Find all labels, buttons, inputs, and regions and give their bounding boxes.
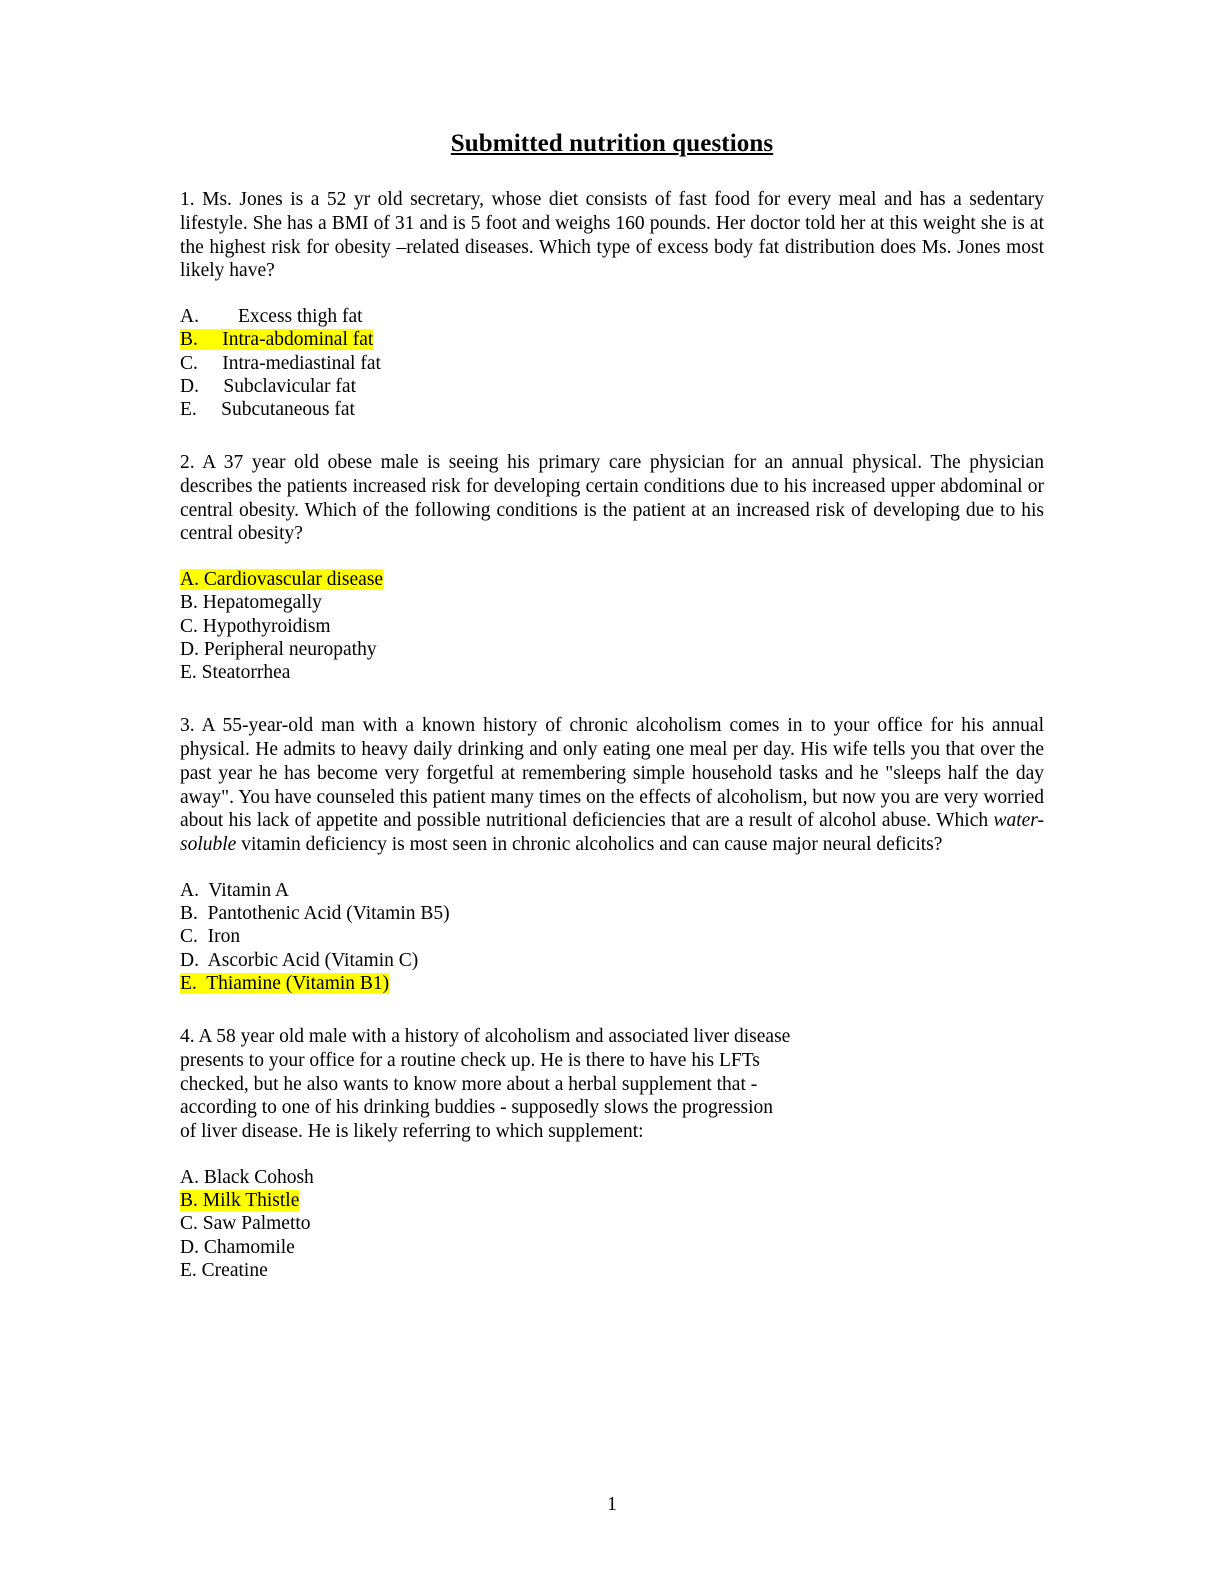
option-label: E. (180, 662, 197, 684)
question-block-1 (180, 188, 1044, 421)
option-row[interactable] (180, 949, 1044, 972)
question-3-stem-italic: water-soluble (180, 810, 1044, 856)
option-label: E. (180, 398, 197, 420)
option-label: D. (180, 375, 199, 397)
option-text: Intra-mediastinal fat (222, 352, 381, 374)
option-text: Peripheral neuropathy (203, 638, 377, 660)
option-label: B. (180, 903, 198, 925)
option-text: Iron (207, 926, 241, 948)
option-label: A. (180, 306, 199, 328)
option-label: B. (180, 329, 198, 351)
question-4-stem (180, 1025, 1044, 1144)
option-label: B. (180, 1190, 198, 1212)
option-text: Saw Palmetto (202, 1213, 311, 1235)
option-text: Excess thigh fat (237, 306, 363, 328)
option-text: Thiamine (Vitamin B1) (206, 972, 390, 994)
option-label: A. (180, 879, 199, 901)
option-label: D. (180, 638, 199, 660)
question-4-stem-line: checked, but he also wants to know more about a herbal supplement that - (180, 1073, 758, 1095)
question-4-stem-line: 4. A 58 year old male with a history of alcoholism and associated liver disease (180, 1025, 791, 1047)
option-label: A. (180, 569, 199, 591)
page-number: 1 (607, 1494, 617, 1515)
option-row[interactable] (180, 615, 1044, 638)
option-row[interactable] (180, 375, 1044, 398)
question-1-stem: 1. Ms. Jones is a 52 yr old secretary, whose diet consists of fast food for every meal and has a sedentary lifestyle. She has a BMI of 31 and is 5 foot and weighs 160 pounds. Her doctor told her at this weight she is at the highest risk for obesity –related diseases. Which type of excess body fat distribution does Ms. Jones most likely have? (180, 189, 1044, 282)
question-2-stem: 2. A 37 year old obese male is seeing his primary care physician for an annual physical. The physician describes the patients increased risk for developing certain conditions due to his increased upper abdominal or central obesity. Which of the following conditions is the patient at an increased risk of developing due to his central obesity? (180, 452, 1044, 545)
option-label: C. (180, 615, 198, 637)
option-row[interactable] (180, 1166, 1044, 1189)
option-label: C. (180, 1213, 198, 1235)
option-row[interactable] (180, 879, 1044, 902)
option-label: C. (180, 352, 198, 374)
option-row[interactable] (180, 1259, 1044, 1282)
option-text: Subcutaneous fat (221, 398, 355, 420)
question-3-stem-part1: 3. A 55-year-old man with a known history of chronic alcoholism comes in to your office for his annual physical. He admits to heavy daily drinking and only eating one meal per day. His wife tells you that over the past year he has become very forgetful at remembering simple household tasks and he "sleeps half the day away". You have counseled this patient many times on the effects of alcoholism, but now you are very worried about his lack of appetite and possible nutritional deficiencies that are a result of alcohol abuse. Which (180, 715, 1044, 832)
option-row[interactable] (180, 1236, 1044, 1259)
option-text: Creatine (201, 1259, 268, 1281)
question-4-stem-line: of liver disease. He is likely referring to which supplement: (180, 1121, 644, 1143)
question-4-stem-line: presents to your office for a routine check up. He is there to have his LFTs (180, 1049, 760, 1071)
question-block-2 (180, 451, 1044, 684)
option-text: Intra-abdominal fat (222, 329, 374, 351)
option-text: Hypothyroidism (202, 615, 331, 637)
option-row[interactable] (180, 638, 1044, 661)
question-3-stem-part2: vitamin deficiency is most seen in chronic alcoholics and can cause major neural deficits? (236, 834, 943, 856)
option-text: Chamomile (203, 1236, 295, 1258)
option-label: E. (180, 972, 197, 994)
option-row[interactable] (180, 591, 1044, 614)
option-text: Subclavicular fat (223, 375, 356, 397)
question-2-options (180, 568, 1044, 684)
question-block-4 (180, 1025, 1044, 1282)
question-block-3 (180, 714, 1044, 995)
option-row[interactable] (180, 902, 1044, 925)
option-text: Black Cohosh (203, 1166, 314, 1188)
option-row[interactable] (180, 398, 1044, 421)
option-text: Hepatomegally (202, 592, 322, 614)
question-4-stem-line: according to one of his drinking buddies - supposedly slows the progression (180, 1097, 774, 1119)
option-text: Pantothenic Acid (Vitamin B5) (207, 903, 450, 925)
option-row[interactable] (180, 328, 1044, 351)
option-row[interactable] (180, 661, 1044, 684)
option-row[interactable] (180, 352, 1044, 375)
option-label: C. (180, 926, 198, 948)
option-row[interactable] (180, 305, 1044, 328)
option-text: Vitamin A (208, 879, 289, 901)
question-1-options (180, 305, 1044, 421)
option-label: D. (180, 1236, 199, 1258)
option-label: E. (180, 1259, 197, 1281)
option-text: Cardiovascular disease (203, 569, 384, 591)
option-row[interactable] (180, 925, 1044, 948)
option-text: Ascorbic Acid (Vitamin C) (207, 949, 419, 971)
option-label: B. (180, 592, 198, 614)
question-4-options (180, 1166, 1044, 1282)
option-row[interactable] (180, 568, 1044, 591)
option-text: Milk Thistle (202, 1190, 300, 1212)
option-text: Steatorrhea (201, 662, 291, 684)
option-row[interactable] (180, 1212, 1044, 1235)
question-3-options (180, 879, 1044, 995)
option-row[interactable] (180, 972, 1044, 995)
question-3-stem (180, 714, 1044, 857)
page-title: Submitted nutrition questions (450, 130, 774, 157)
option-label: D. (180, 949, 199, 971)
option-label: A. (180, 1166, 199, 1188)
option-row[interactable] (180, 1189, 1044, 1212)
